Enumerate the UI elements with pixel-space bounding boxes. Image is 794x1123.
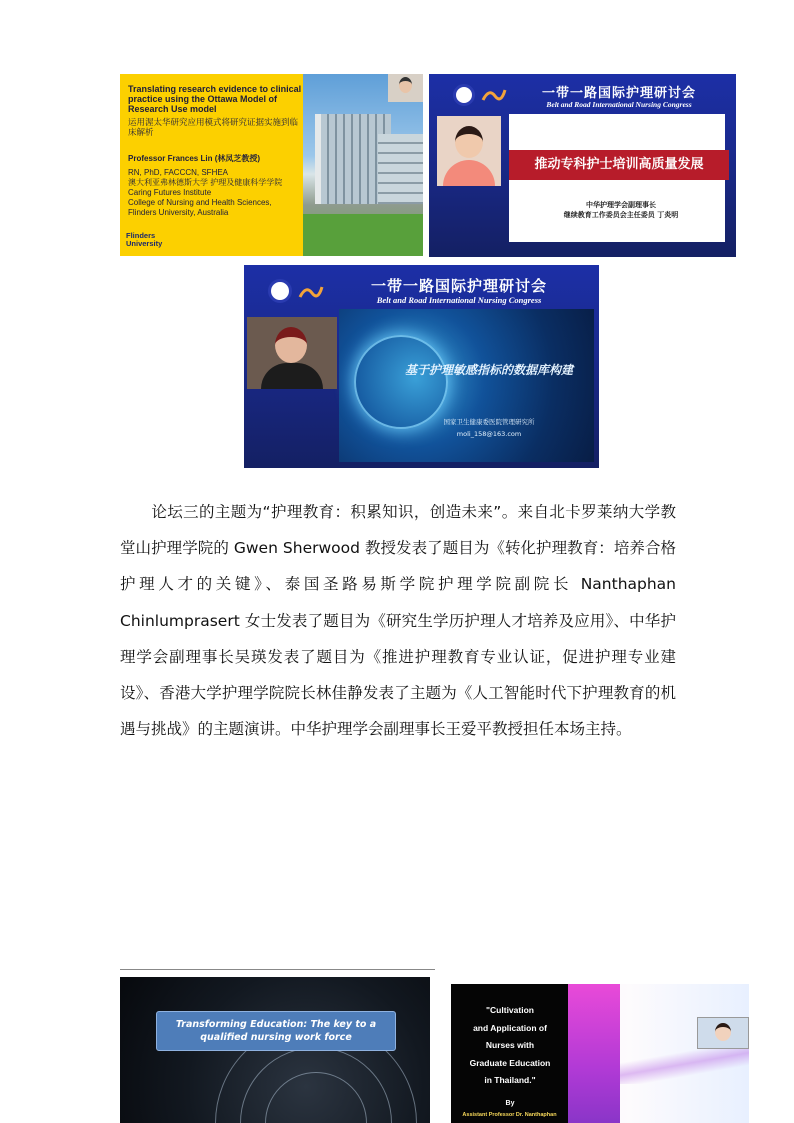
congress-logo-icon — [453, 84, 475, 106]
flinders-logo: Flinders University — [126, 231, 163, 248]
globe-graphic — [354, 335, 448, 429]
belt-road-logo-icon — [481, 86, 507, 104]
congress-slide-3 — [244, 265, 599, 468]
slide-by: By — [505, 1100, 515, 1107]
flinders-slide — [120, 74, 423, 256]
congress-logo-icon — [268, 279, 292, 303]
congress-title-en: Belt and Road International Nursing Congress — [546, 100, 692, 109]
slide-organization: 国家卫生健康委医院管理研究所 — [443, 418, 535, 426]
thailand-slide — [451, 984, 749, 1123]
slide-author: Assistant Professor Dr. Nanthaphan — [462, 1112, 557, 1118]
speaker-body — [443, 160, 495, 186]
building-graphic — [378, 134, 423, 204]
slide-accent-bar — [568, 984, 620, 1123]
presenter-face — [399, 77, 412, 93]
slide-title-en: Translating research evidence to clinical practice using the Ottawa Model of Research Use model — [128, 84, 302, 114]
slide-title-cn: 运用渥太华研究应用模式将研究证据实施到临床解析 — [128, 118, 299, 138]
slide-title: 基于护理敏感指标的数据库构建 — [404, 363, 573, 377]
slide-email: moli_158@163.com — [456, 430, 522, 438]
paragraph-text: 论坛三的主题为“护理教育：积累知识，创造未来”。来自北卡罗莱纳大学教堂山护理学院的 Gwen Sherwood 教授发表了题目为《转化护理教育：培养合格护理人才的关键》、泰国圣路易斯学院护理学院副院长 Nanthaphan Chinlumprasert 女士发表了题目为《研究生学历护理人才培养及应用》、中华护理学会副理事长吴瑛发表了题目为《推进护理教育专业认证，促进护理专业建设》、香港大学护理学院院长林佳静发表了主题为《人工智能时代下护理教育的机遇与挑战》的主题演讲。中华护理学会副理事长王爱平教授担任本场主持。 — [120, 503, 676, 739]
presenter-name: Professor Frances Lin (林凤芝教授) — [128, 154, 261, 163]
slide-title: "Cultivation and Application of Nurses with Graduate Education in Thailand." — [469, 1005, 551, 1085]
presenter-camera — [388, 74, 423, 102]
transforming-education-slide — [120, 977, 430, 1123]
congress-slide-2 — [429, 74, 736, 257]
belt-road-logo-icon — [298, 283, 324, 301]
congress-title-cn: 一带一路国际护理研讨会 — [370, 277, 547, 295]
wave-graphic — [620, 1044, 749, 1084]
speaker-video — [247, 317, 337, 389]
slide-title: Transforming Education: The key to a qualified nursing work force — [156, 1011, 396, 1051]
speaker-body — [261, 363, 323, 389]
speaker-face — [275, 327, 307, 363]
divider — [120, 969, 435, 970]
speaker-video — [437, 116, 501, 186]
speaker-face — [455, 126, 483, 158]
speaker-info: 中华护理学会副理事长 继续教育工作委员会主任委员 丁炎明 — [563, 201, 679, 219]
presenter-credentials: RN, PhD, FACCCN, SFHEA 澳大利亚弗林德斯大学 护理及健康科学学院 Caring Futures Institute College of Nursing and Health Sciences, Flinders University, Australia — [128, 168, 283, 217]
congress-title-en: Belt and Road International Nursing Congress — [376, 295, 542, 305]
congress-title-cn: 一带一路国际护理研讨会 — [541, 86, 696, 101]
body-paragraph — [120, 494, 676, 747]
speaker-video — [697, 1017, 749, 1049]
slide-banner: 推动专科护士培训高质量发展 — [509, 150, 729, 180]
speaker-face — [715, 1023, 731, 1041]
lawn-graphic — [303, 214, 423, 256]
